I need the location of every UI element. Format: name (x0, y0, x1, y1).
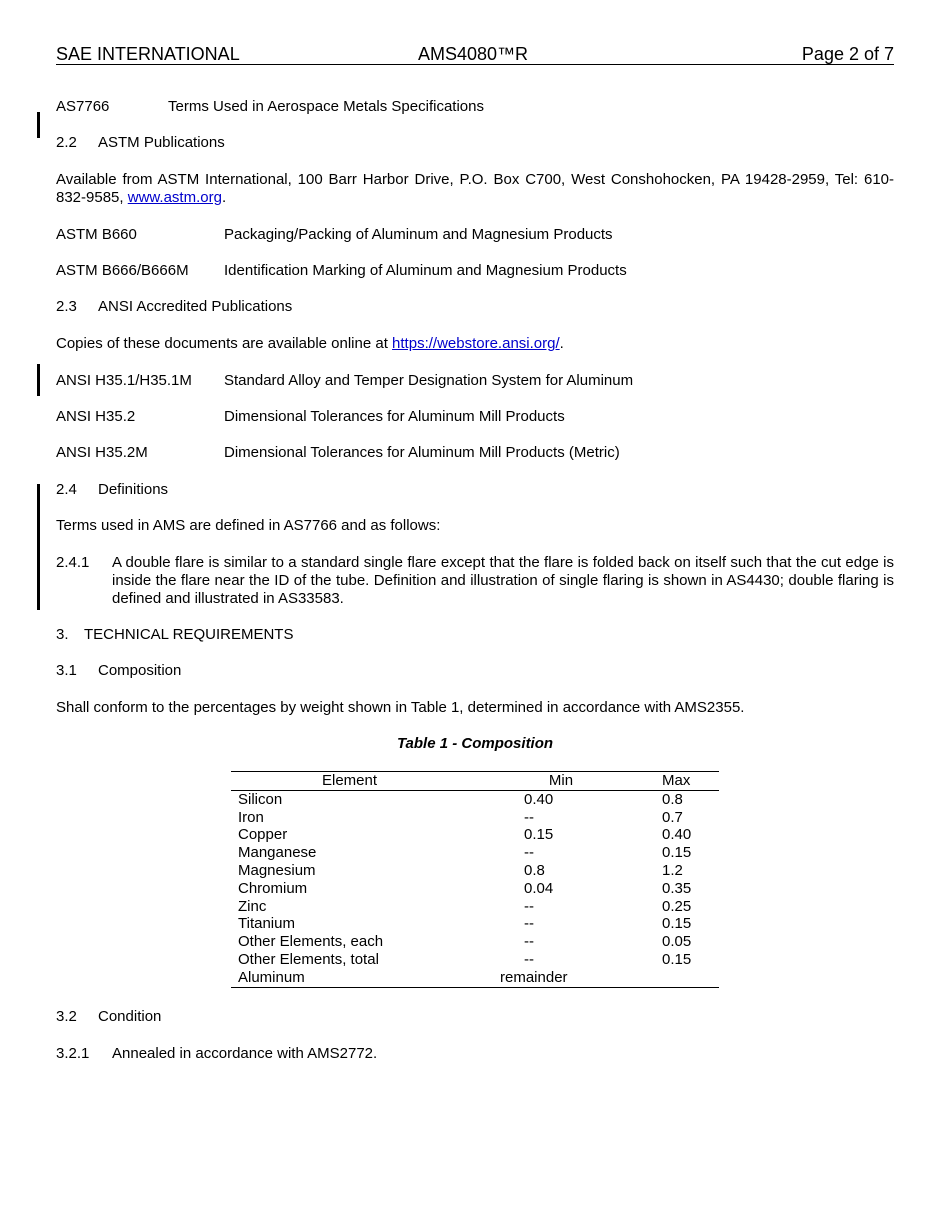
paragraph-text: Copies of these documents are available online at (56, 335, 393, 352)
ref-title: Identification Marking of Aluminum and Magnesium Products (224, 262, 627, 279)
section-title: TECHNICAL REQUIREMENTS (84, 626, 294, 643)
ref-code: ANSI H35.1/H35.1M (56, 372, 192, 389)
double-flare-definition: A double flare is similar to a standard single flare except that the flare is folded back on itself such that the cut edge is inside the flare near the ID of the tube. Definition and illustration of single flaring is shown in AS4430; double flaring is defined and illustrated in AS33583. (112, 554, 894, 607)
table-row (231, 844, 719, 862)
cell-max: 1.2 (662, 861, 683, 879)
section-number: 2.3 (56, 298, 77, 315)
cell-min: 0.15 (524, 826, 554, 844)
cell-element: Copper (238, 826, 288, 844)
ref-code: ANSI H35.2 (56, 408, 136, 425)
definitions-intro: Terms used in AMS are defined in AS7766 and as follows: (56, 517, 441, 534)
cell-min: -- (524, 915, 534, 933)
astm-availability-paragraph (56, 171, 894, 207)
header-page-number: Page 2 of 7 (801, 44, 894, 64)
section-title: Composition (98, 662, 182, 679)
ref-title: Terms Used in Aerospace Metals Specifications (168, 98, 484, 115)
cell-max: 0.25 (662, 897, 692, 915)
astm-website-link[interactable]: www.astm.org (127, 189, 222, 206)
section-number: 3.1 (56, 662, 77, 679)
cell-min: -- (524, 844, 534, 862)
ref-code: ASTM B660 (56, 226, 137, 243)
column-header-element: Element (321, 772, 378, 789)
change-bar (37, 484, 40, 610)
paragraph-text: Available from ASTM International, 100 Barr Harbor Drive, P.O. Box C700, West Conshohocken, PA 19428-2959, Tel: 610-832-9585, (56, 171, 894, 206)
table-row (231, 809, 719, 827)
cell-min: -- (524, 808, 534, 826)
table-row (231, 898, 719, 916)
table-caption: Table 1 - Composition (396, 735, 554, 752)
table-row (231, 880, 719, 898)
cell-element: Other Elements, each (238, 933, 384, 951)
table-row (231, 826, 719, 844)
section-number: 3.2.1 (56, 1045, 90, 1062)
cell-max: 0.40 (662, 826, 692, 844)
section-number: 2.4.1 (56, 554, 90, 571)
paragraph-tail: . (559, 335, 564, 352)
ref-title: Standard Alloy and Temper Designation System for Aluminum (224, 372, 634, 389)
cell-max: 0.15 (662, 950, 692, 968)
header-document-number: AMS4080™R (418, 44, 529, 64)
cell-min: -- (524, 933, 534, 951)
ansi-availability-paragraph (56, 335, 564, 353)
paragraph-tail: . (221, 189, 227, 206)
column-header-max: Max (662, 772, 691, 789)
section-number: 3. (56, 626, 69, 643)
ref-code: AS7766 (56, 98, 110, 115)
cell-max: 0.15 (662, 844, 692, 862)
cell-element: Other Elements, total (238, 950, 379, 968)
change-bar (37, 364, 40, 396)
change-bar (37, 112, 40, 138)
table-row (231, 969, 719, 987)
table-row (231, 933, 719, 951)
cell-min: 0.04 (524, 879, 554, 897)
page-header (56, 44, 894, 65)
section-number: 2.4 (56, 481, 77, 498)
table-row (231, 951, 719, 969)
ref-title: Dimensional Tolerances for Aluminum Mill Products (Metric) (224, 444, 620, 461)
cell-max: 0.35 (662, 879, 692, 897)
column-header-min: Min (548, 772, 574, 789)
cell-max: 0.7 (662, 808, 683, 826)
table-header-row (231, 772, 719, 791)
cell-element: Manganese (238, 844, 317, 862)
cell-max (654, 969, 719, 987)
section-title: ASTM Publications (98, 134, 225, 151)
ref-title: Dimensional Tolerances for Aluminum Mill Products (224, 408, 565, 425)
table-row (231, 862, 719, 880)
composition-table (231, 771, 719, 988)
section-title: Condition (98, 1008, 162, 1025)
cell-min: 0.8 (524, 861, 545, 879)
ansi-webstore-link[interactable]: https://webstore.ansi.org/ (392, 335, 560, 352)
ref-code: ANSI H35.2M (56, 444, 148, 461)
annealed-requirement: Annealed in accordance with AMS2772. (112, 1045, 378, 1062)
cell-max: 0.8 (662, 790, 683, 808)
cell-min: remainder (500, 968, 568, 986)
cell-element: Titanium (238, 915, 295, 933)
cell-element: Chromium (238, 879, 308, 897)
cell-element: Zinc (238, 897, 267, 915)
ref-title: Packaging/Packing of Aluminum and Magnesium Products (224, 226, 613, 243)
header-organization: SAE INTERNATIONAL (56, 44, 240, 64)
cell-min: 0.40 (524, 790, 554, 808)
composition-intro: Shall conform to the percentages by weight shown in Table 1, determined in accordance with AMS2355. (56, 699, 745, 716)
ref-code: ASTM B666/B666M (56, 262, 189, 279)
cell-element: Aluminum (238, 968, 305, 986)
section-number: 2.2 (56, 134, 77, 151)
section-title: Definitions (98, 481, 169, 498)
cell-element: Magnesium (238, 861, 316, 879)
cell-min: -- (524, 950, 534, 968)
table-row (231, 915, 719, 933)
section-number: 3.2 (56, 1008, 77, 1025)
cell-min: -- (524, 897, 534, 915)
cell-max: 0.15 (662, 915, 692, 933)
cell-element: Iron (238, 808, 264, 826)
section-title: ANSI Accredited Publications (98, 298, 293, 315)
cell-element: Silicon (238, 790, 283, 808)
cell-max: 0.05 (662, 933, 692, 951)
table-row (231, 790, 719, 808)
